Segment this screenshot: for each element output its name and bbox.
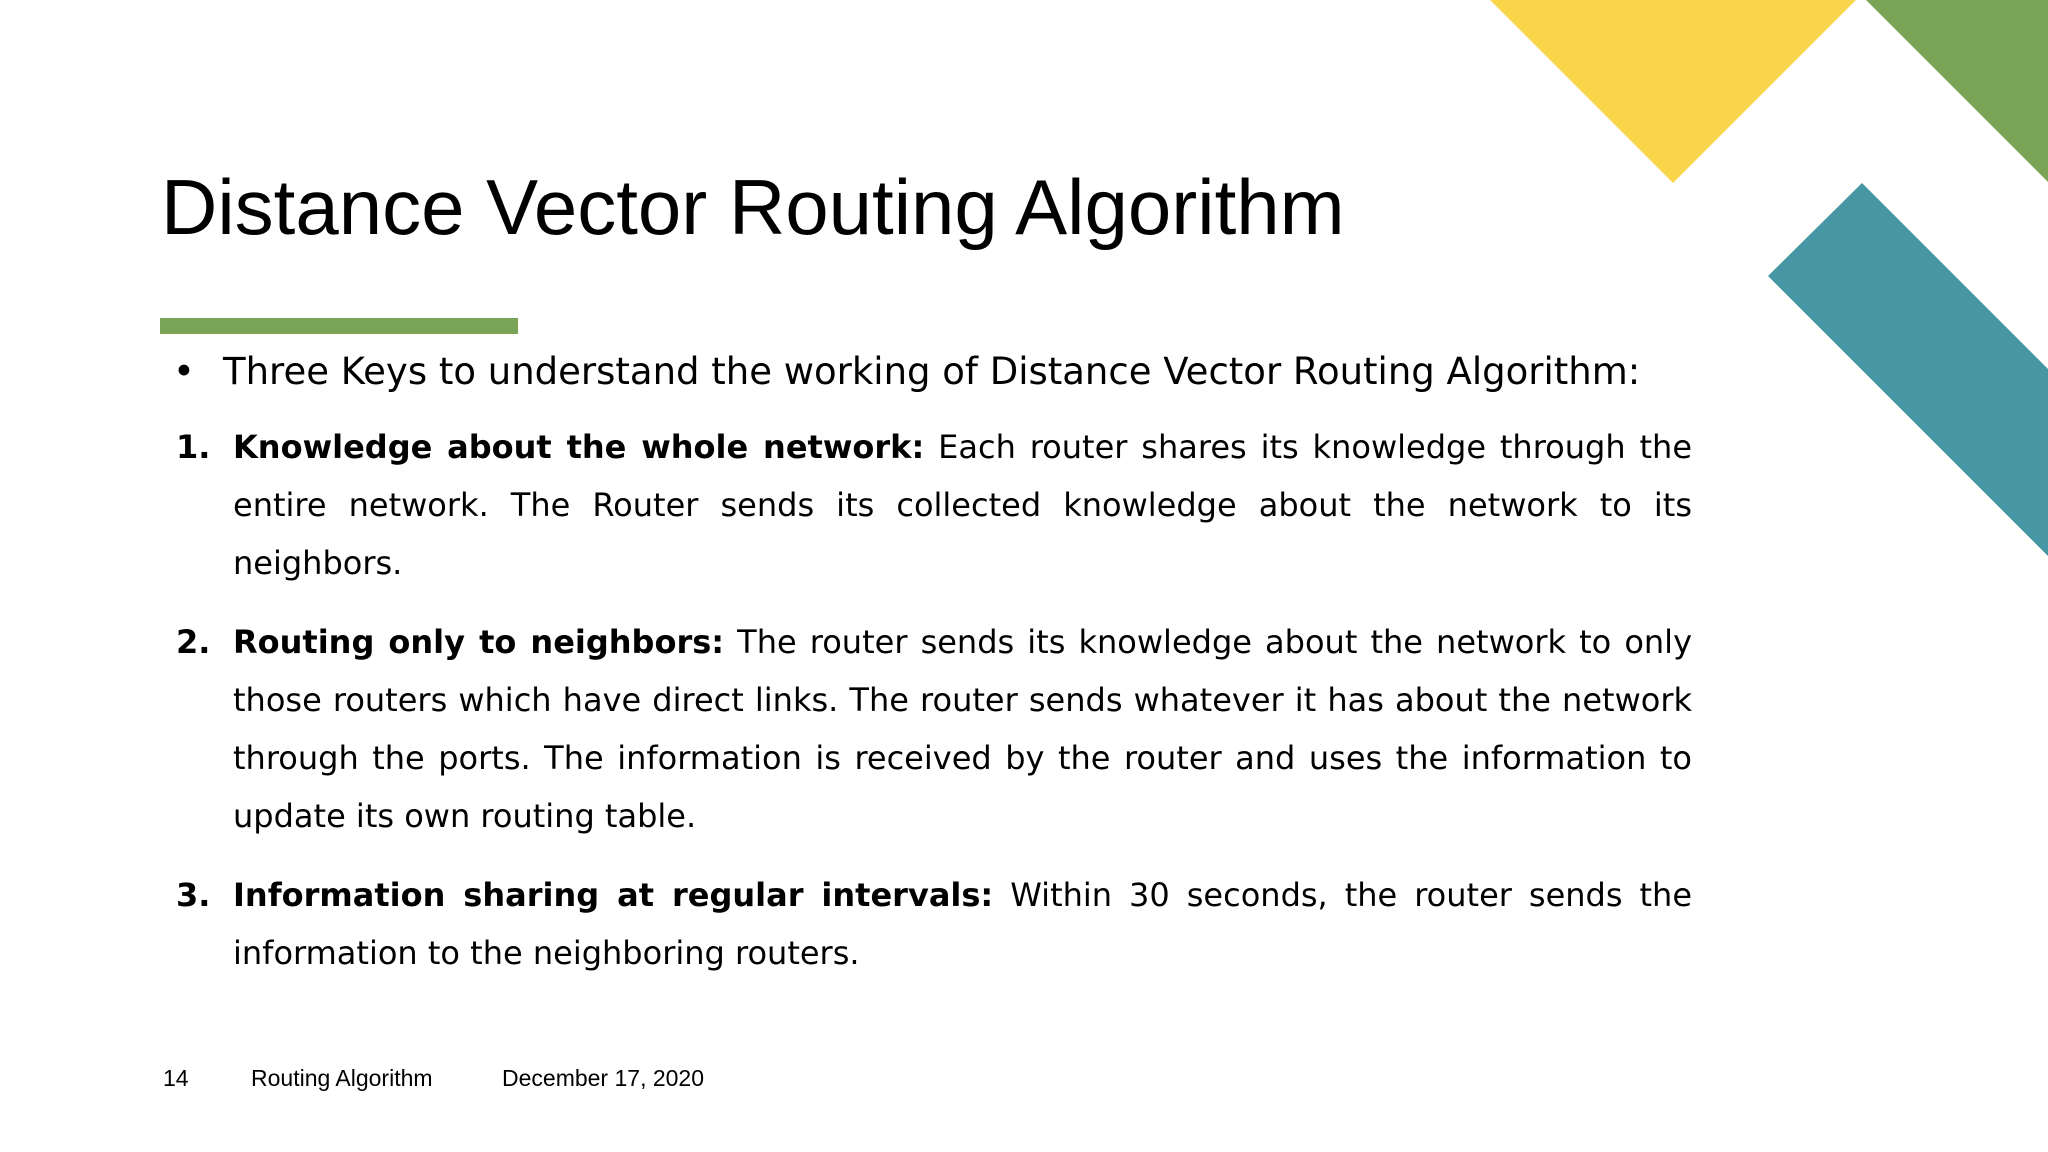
bullet-marker: • bbox=[173, 350, 195, 393]
key-term: Routing only to neighbors: bbox=[233, 623, 725, 661]
yellow-triangle-shape bbox=[1490, 0, 1856, 183]
teal-band-shape bbox=[1768, 183, 2048, 556]
key-list bbox=[160, 418, 1692, 982]
slide-title: Distance Vector Routing Algorithm bbox=[161, 163, 1345, 251]
intro-text: Three Keys to understand the working of Distance Vector Routing Algorithm: bbox=[223, 350, 1641, 393]
key-number: 1. bbox=[176, 428, 211, 466]
key-description: Within 30 seconds, the router sends the information to the neighboring routers. bbox=[233, 876, 1693, 972]
key-item-neighbors bbox=[160, 613, 1692, 845]
key-term: Information sharing at regular intervals: bbox=[233, 876, 994, 914]
slide-body bbox=[160, 343, 1692, 1003]
key-term: Knowledge about the whole network: bbox=[233, 428, 925, 466]
key-description: The router sends its knowledge about the network to only those routers which have direct links. The router sends whatever it has about the network through the ports. The information is received by the router and uses the information to update its own routing table. bbox=[233, 623, 1693, 835]
key-number: 3. bbox=[176, 876, 211, 914]
key-number: 2. bbox=[176, 623, 211, 661]
title-accent-bar bbox=[160, 318, 518, 334]
key-item-knowledge bbox=[160, 418, 1692, 592]
footer-page-number: 14 bbox=[163, 1065, 189, 1091]
key-item-intervals bbox=[160, 866, 1692, 982]
green-triangle-shape bbox=[1866, 0, 2048, 182]
intro-bullet-item bbox=[160, 343, 1692, 401]
footer-date: December 17, 2020 bbox=[502, 1065, 705, 1091]
footer-topic: Routing Algorithm bbox=[251, 1065, 433, 1091]
key-description: Each router shares its knowledge through the entire network. The Router sends its collected knowledge about the network to its neighbors. bbox=[233, 428, 1693, 582]
